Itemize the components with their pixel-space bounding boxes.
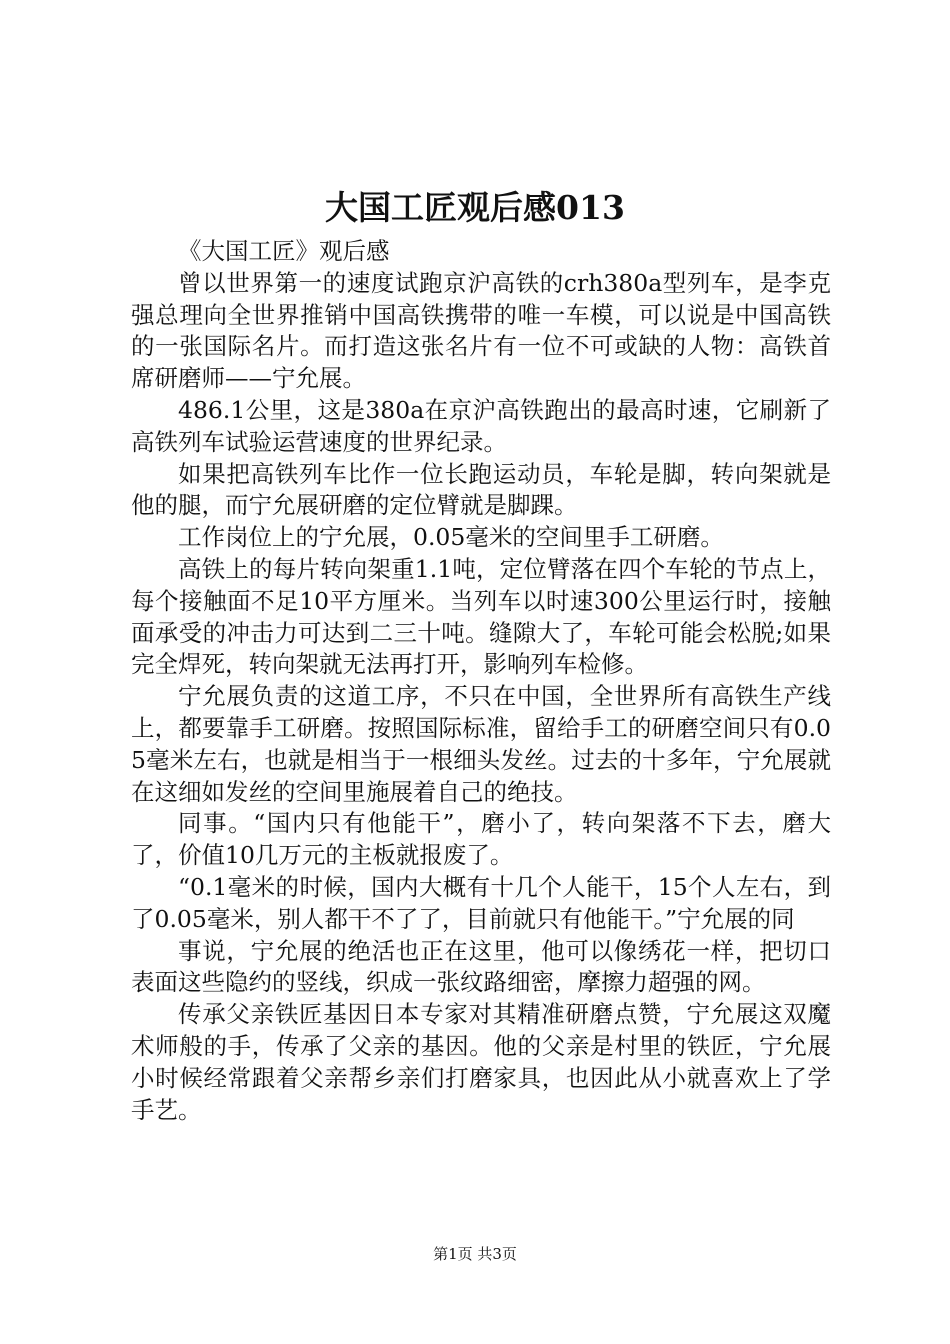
document-title: 大国工匠观后感013 bbox=[325, 188, 625, 227]
document-body bbox=[131, 236, 831, 1126]
paragraph: 曾以世界第一的速度试跑京沪高铁的crh380a型列车，是李克强总理向全世界推销中国高铁携带的唯一车模，可以说是中国高铁的一张国际名片。而打造这张名片有一位不可或缺的人物：高铁首席研磨师——宁允展。 bbox=[131, 268, 831, 393]
paragraph: “0.1毫米的时候，国内大概有十几个人能干，15个人左右，到了0.05毫米，别人都干不了了，目前就只有他能干。”宁允展的同 bbox=[131, 872, 831, 933]
paragraph-subtitle: 《大国工匠》观后感 bbox=[178, 237, 390, 265]
paragraph: 传承父亲铁匠基因日本专家对其精准研磨点赞，宁允展这双魔术师般的手，传承了父亲的基因。他的父亲是村里的铁匠，宁允展小时候经常跟着父亲帮乡亲们打磨家具，也因此从小就喜欢上了学手艺。 bbox=[131, 1000, 831, 1124]
paragraph: 同事。“国内只有他能干”，磨小了，转向架落不下去，磨大了，价值10几万元的主板就报废了。 bbox=[131, 809, 831, 870]
page-number-footer: 第1页 共3页 bbox=[433, 1245, 517, 1263]
paragraph: 如果把高铁列车比作一位长跑运动员，车轮是脚，转向架就是他的腿，而宁允展研磨的定位臂就是脚踝。 bbox=[131, 459, 831, 520]
paragraph: 工作岗位上的宁允展，0.05毫米的空间里手工研磨。 bbox=[178, 523, 724, 552]
paragraph: 宁允展负责的这道工序，不只在中国，全世界所有高铁生产线上，都要靠手工研磨。按照国际标准，留给手工的研磨空间只有0.05毫米左右，也就是相当于一根细头发丝。过去的十多年，宁允展就在这细如发丝的空间里施展着自己的绝技。 bbox=[131, 682, 831, 806]
paragraph: 事说，宁允展的绝活也正在这里，他可以像绣花一样，把切口表面这些隐约的竖线，织成一张纹路细密，摩擦力超强的网。 bbox=[131, 936, 831, 997]
paragraph: 486.1公里，这是380a在京沪高铁跑出的最高时速，它刷新了高铁列车试验运营速度的世界纪录。 bbox=[131, 395, 831, 456]
paragraph: 高铁上的每片转向架重1.1吨，定位臂落在四个车轮的节点上，每个接触面不足10平方厘米。当列车以时速300公里运行时，接触面承受的冲击力可达到二三十吨。缝隙大了，车轮可能会松脱;如果完全焊死，转向架就无法再打开，影响列车检修。 bbox=[131, 554, 831, 679]
